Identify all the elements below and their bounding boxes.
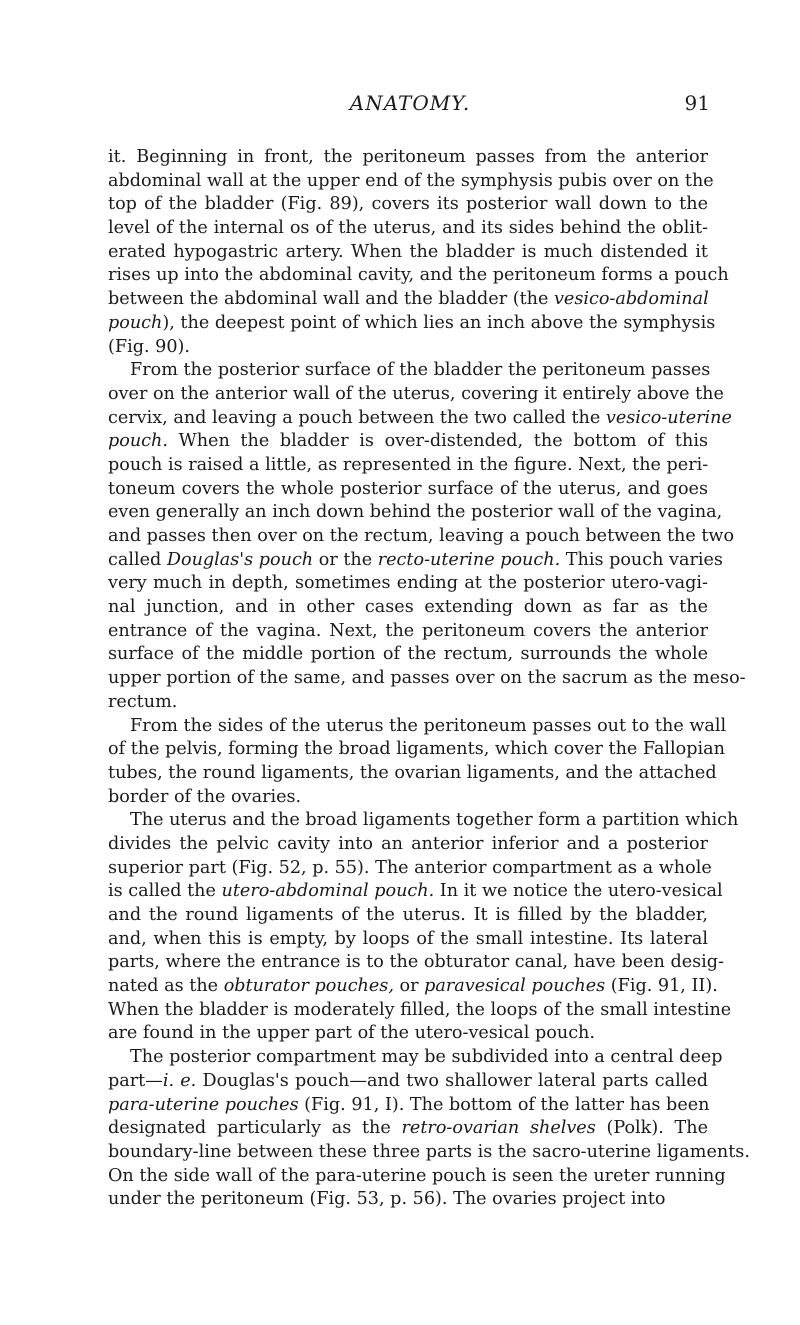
text-line — [108, 336, 708, 360]
text-run: When the bladder is moderately filled, the loops of the small intestine — [108, 999, 732, 1020]
text-run: border of the ovaries. — [108, 786, 302, 807]
text-run: rectum. — [108, 691, 178, 712]
text-run: cervix, and leaving a pouch between the two called the — [108, 407, 606, 428]
text-run: part— — [108, 1070, 163, 1091]
text-run: called — [108, 549, 167, 570]
text-run: and, when this is empty, by loops of the small intestine. Its lateral — [108, 928, 708, 949]
body-text — [108, 146, 750, 1212]
text-line — [108, 951, 724, 975]
text-line — [108, 430, 708, 454]
text-line — [108, 809, 739, 833]
text-line — [108, 1070, 708, 1094]
text-line — [108, 928, 708, 952]
italic-text: recto-uterine pouch. — [377, 549, 561, 570]
text-run: nated as the — [108, 976, 224, 997]
italic-text: vesico-uterine — [605, 407, 732, 428]
text-line — [108, 667, 746, 691]
text-run: erated hypogastric artery. When the bladder is much distended it — [108, 241, 708, 262]
italic-text: vesico-abdominal — [553, 289, 709, 310]
text-run: upper portion of the same, and passes over on the sacrum as the meso- — [108, 668, 746, 689]
text-run: surface of the middle portion of the rectum, surrounds the whole — [108, 644, 708, 665]
text-run: (Polk). The — [595, 1118, 708, 1139]
text-run: or — [393, 976, 425, 997]
text-line — [108, 762, 717, 786]
text-line — [108, 975, 718, 999]
text-run: From the sides of the uterus the peritoneum passes out to the wall — [130, 715, 727, 736]
text-run: In it we notice the utero-vesical — [434, 881, 723, 902]
text-line — [108, 1165, 726, 1189]
text-run: very much in depth, sometimes ending at the posterior utero-vagi- — [108, 573, 708, 594]
text-run: boundary-line between these three parts is the sacro-uterine ligaments. — [108, 1141, 750, 1162]
italic-text: utero-abdominal pouch. — [221, 881, 435, 902]
text-run: pouch is raised a little, as represented in the figure. Next, the peri- — [108, 454, 709, 475]
page-number: 91 — [684, 91, 710, 115]
text-run: under the peritoneum (Fig. 53, p. 56). The ovaries project into — [108, 1189, 666, 1210]
text-line — [108, 454, 708, 478]
italic-text: pouch. — [108, 431, 168, 452]
text-run: Douglas's pouch—and two shallower lateral parts called — [196, 1070, 708, 1091]
page-header — [110, 91, 710, 121]
text-run: designated particularly as the — [108, 1118, 402, 1139]
text-line — [108, 312, 716, 336]
text-line — [108, 146, 708, 170]
text-line — [108, 264, 729, 288]
text-line — [108, 904, 708, 928]
text-run: (Fig. 90). — [108, 336, 190, 357]
text-run: ), the deepest point of which lies an inch above the symphysis — [162, 312, 716, 333]
text-line — [108, 1117, 708, 1141]
text-line — [108, 691, 708, 715]
running-head: ANATOMY. — [349, 91, 471, 115]
text-line — [108, 549, 723, 573]
text-line — [108, 1141, 750, 1165]
text-run: over on the anterior wall of the uterus, covering it entirely above the — [108, 383, 724, 404]
italic-text: retro-ovarian shelves — [401, 1118, 596, 1139]
text-line — [108, 999, 732, 1023]
italic-text: Douglas's pouch — [166, 549, 314, 570]
text-line — [108, 738, 725, 762]
text-run: level of the internal os of the uterus, and its sides behind the oblit- — [108, 218, 708, 239]
paragraph — [108, 146, 729, 359]
text-run: between the abdominal wall and the bladder (the — [108, 289, 554, 310]
text-line — [108, 501, 723, 525]
text-line — [108, 1022, 708, 1046]
text-line — [108, 572, 708, 596]
text-run: From the posterior surface of the bladder the peritoneum passes — [130, 360, 711, 381]
text-line — [108, 478, 708, 502]
text-run: even generally an inch down behind the posterior wall of the vagina, — [108, 502, 723, 523]
text-run: tubes, the round ligaments, the ovarian ligaments, and the attached — [108, 762, 717, 783]
text-run: nal junction, and in other cases extending down as far as the — [108, 597, 708, 618]
text-line — [108, 288, 708, 312]
text-line — [108, 193, 708, 217]
text-run: This pouch varies — [560, 549, 723, 570]
text-line — [108, 1094, 708, 1118]
text-run: (Fig. 91, I). The bottom of the latter has been — [298, 1094, 710, 1115]
text-line — [108, 833, 708, 857]
text-run: and the round ligaments of the uterus. It is filled by the bladder, — [108, 905, 708, 925]
text-line — [108, 217, 708, 241]
text-line — [108, 525, 735, 549]
text-line — [108, 880, 723, 904]
text-line — [108, 407, 732, 431]
text-run: superior part (Fig. 52, p. 55). The anterior compartment as a whole — [108, 857, 712, 878]
text-run: of the pelvis, forming the broad ligaments, which cover the Fallopian — [108, 739, 725, 760]
text-run: The posterior compartment may be subdivided into a central deep — [130, 1047, 723, 1068]
text-line — [108, 1046, 723, 1070]
text-run: The uterus and the broad ligaments together form a partition which — [130, 810, 739, 831]
text-run: (Fig. 91, II). — [605, 976, 718, 997]
text-line — [108, 383, 724, 407]
text-line — [108, 620, 708, 644]
italic-text: para-uterine pouches — [108, 1094, 299, 1115]
italic-text: paravesical pouches — [424, 976, 606, 997]
text-run: and passes then over on the rectum, leaving a pouch between the two — [108, 526, 735, 546]
text-run: rises up into the abdominal cavity, and the peritoneum forms a pouch — [108, 265, 729, 286]
text-line — [108, 170, 714, 194]
text-run: parts, where the entrance is to the obturator canal, have been desig- — [108, 952, 724, 973]
italic-text: pouch — [108, 312, 163, 333]
text-run: it. Beginning in front, the peritoneum passes from the anterior — [108, 147, 708, 167]
paragraph — [108, 715, 727, 810]
italic-text: obturator pouches, — [223, 976, 394, 997]
text-line — [108, 359, 711, 383]
text-run: divides the pelvic cavity into an anterior inferior and a posterior — [108, 833, 708, 854]
text-line — [108, 715, 727, 739]
text-run: On the side wall of the para-uterine pouch is seen the ureter running — [108, 1165, 726, 1186]
text-line — [108, 241, 708, 265]
paragraph — [108, 359, 746, 714]
text-line — [108, 1188, 708, 1212]
text-run: When the bladder is over-distended, the bottom of this — [167, 431, 708, 452]
text-line — [108, 596, 708, 620]
text-line — [108, 643, 708, 667]
text-run: is called the — [108, 881, 222, 902]
italic-text: i. e. — [162, 1070, 197, 1091]
paragraph — [108, 1046, 750, 1212]
text-line — [108, 857, 712, 881]
paragraph — [108, 809, 739, 1046]
text-run: entrance of the vagina. Next, the peritoneum covers the anterior — [108, 620, 708, 641]
text-run: top of the bladder (Fig. 89), covers its posterior wall down to the — [108, 194, 708, 215]
text-run: or the — [313, 549, 378, 570]
text-line — [108, 786, 708, 810]
text-run: abdominal wall at the upper end of the symphysis pubis over on the — [108, 170, 714, 191]
text-run: are found in the upper part of the utero-vesical pouch. — [108, 1023, 595, 1044]
text-run: toneum covers the whole posterior surface of the uterus, and goes — [108, 478, 708, 499]
